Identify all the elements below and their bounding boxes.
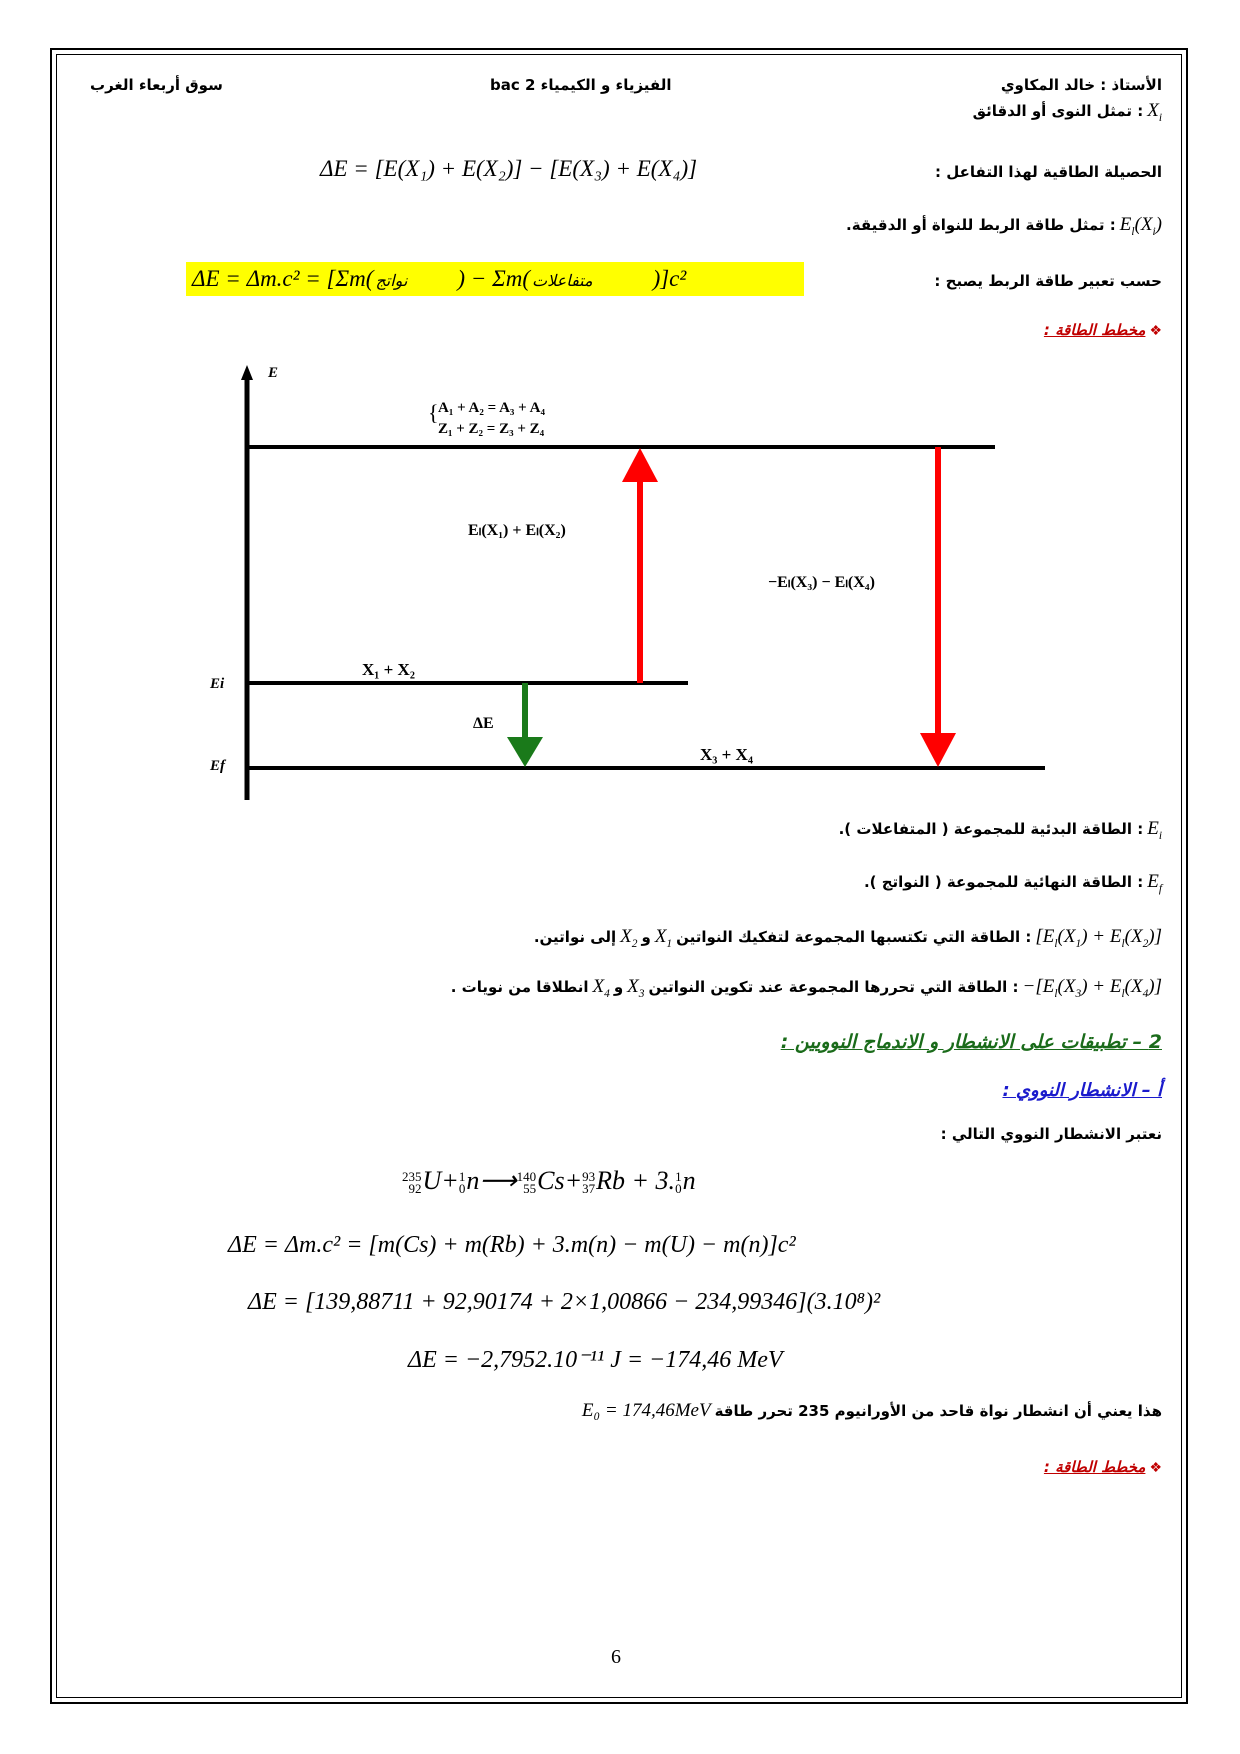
page-number: 6: [611, 1646, 621, 1668]
dissociation-definition: $[E_l(X_1) + E_l(X_2)]$ : الطاقة التي تكتسبها المجموعة لتفكيك النواتين $X_1$ و $X_2$ إلى نواتين.: [533, 926, 1162, 950]
energy-balance-label: الحصيلة الطاقية لهذا التفاعل :: [935, 163, 1162, 181]
delta-arrow-head-icon: [507, 737, 543, 767]
down-arrow-head-icon: [920, 733, 956, 767]
xi-symbol: $X_i$: [1147, 100, 1162, 124]
ei-definition: $E_i$ : الطاقة البدئية للمجموعة ( المتفاعلات ).: [838, 818, 1162, 842]
formation-definition: $-[E_l(X_3) + E_l(X_4)]$ : الطاقة التي تحررها المجموعة عند تكوين النواتين $X_3$ و $X_4$ انطلاقا من نويات .: [450, 976, 1162, 1000]
ef-definition: $E_f$ : الطاقة النهائية للمجموعة ( النواتج ).: [863, 871, 1162, 895]
top-brace: {: [428, 400, 439, 425]
down-arrow-label: −Eₗ(X₃) − Eₗ(X₄): [768, 574, 875, 591]
ef-level-label: X₃ + X₄: [700, 745, 753, 764]
axis-arrow-icon: [241, 365, 253, 380]
fission-result: ΔE = −2,7952.10⁻¹¹ J = −174,46 MeV: [408, 1347, 783, 1373]
el-symbol: $E_l(X_i)$: [1119, 214, 1162, 238]
ei-level-label: X₁ + X₂: [362, 660, 415, 679]
diamond-bullet-icon: ❖: [1149, 1461, 1162, 1476]
fission-subtitle: أ – الانشطار النووي :: [1002, 1080, 1162, 1101]
subject-title: الفيزياء و الكيمياء 2 bac: [490, 76, 672, 94]
up-arrow-head-icon: [622, 448, 658, 482]
xi-definition: $X_i$ : تمثل النوى أو الدقائق: [972, 100, 1162, 124]
section-energy-diagram-2: ❖ مخطط الطاقة :: [1043, 1458, 1162, 1476]
delta-label: ΔE: [473, 715, 494, 732]
binding-label: حسب تعبير طاقة الربط يصبح :: [934, 272, 1162, 290]
teacher-name: الأستاذ : خالد المكاوي: [1000, 76, 1162, 94]
energy-diagram: [0, 0, 1240, 820]
el-definition: $E_l(X_i)$ : تمثل طاقة الربط للنواة أو الدقيقة.: [846, 214, 1162, 238]
top-condition-1: A₁ + A₂ = A₃ + A₄: [438, 400, 545, 416]
diamond-bullet-icon: ❖: [1149, 324, 1162, 339]
binding-equation: ΔE = Δm.c² = [Σm( نواتج ) − Σm( متفاعلات )]c²: [186, 262, 804, 296]
section-energy-diagram: ❖ مخطط الطاقة :: [1043, 321, 1162, 339]
section-applications-title: 2 – تطبيقات على الانشطار و الاندماج النوويين :: [780, 1031, 1162, 1053]
fission-intro: نعتبر الانشطار النووي التالي :: [940, 1125, 1162, 1143]
fission-delta-mass: ΔE = Δm.c² = [m(Cs) + m(Rb) + 3.m(n) − m(U) − m(n)]c²: [228, 1232, 796, 1258]
ei-label: Ei: [210, 676, 225, 692]
fission-conclusion: هذا يعني أن انشطار نواة قاحد من الأورانيوم 235 تحرر طاقة E₀ = 174,46MeV: [581, 1400, 1162, 1421]
fission-calculation: ΔE = [139,88711 + 92,90174 + 2×1,00866 − 234,99346](3.10⁸)²: [248, 1289, 881, 1315]
energy-balance-equation: ΔE = [E(X₁) + E(X₂)] − [E(X₃) + E(X₄)]: [320, 156, 698, 181]
school-name: سوق أربعاء الغرب: [90, 76, 223, 94]
ef-label: Ef: [210, 758, 225, 774]
up-arrow-label: Eₗ(X₁) + Eₗ(X₂): [468, 522, 566, 539]
top-condition-2: Z₁ + Z₂ = Z₃ + Z₄: [438, 421, 545, 437]
axis-label: E: [268, 365, 279, 381]
fission-reaction: 235 92U+1 0n⟶140 55Cs+93 37Rb + 3.1 0n: [402, 1166, 696, 1197]
